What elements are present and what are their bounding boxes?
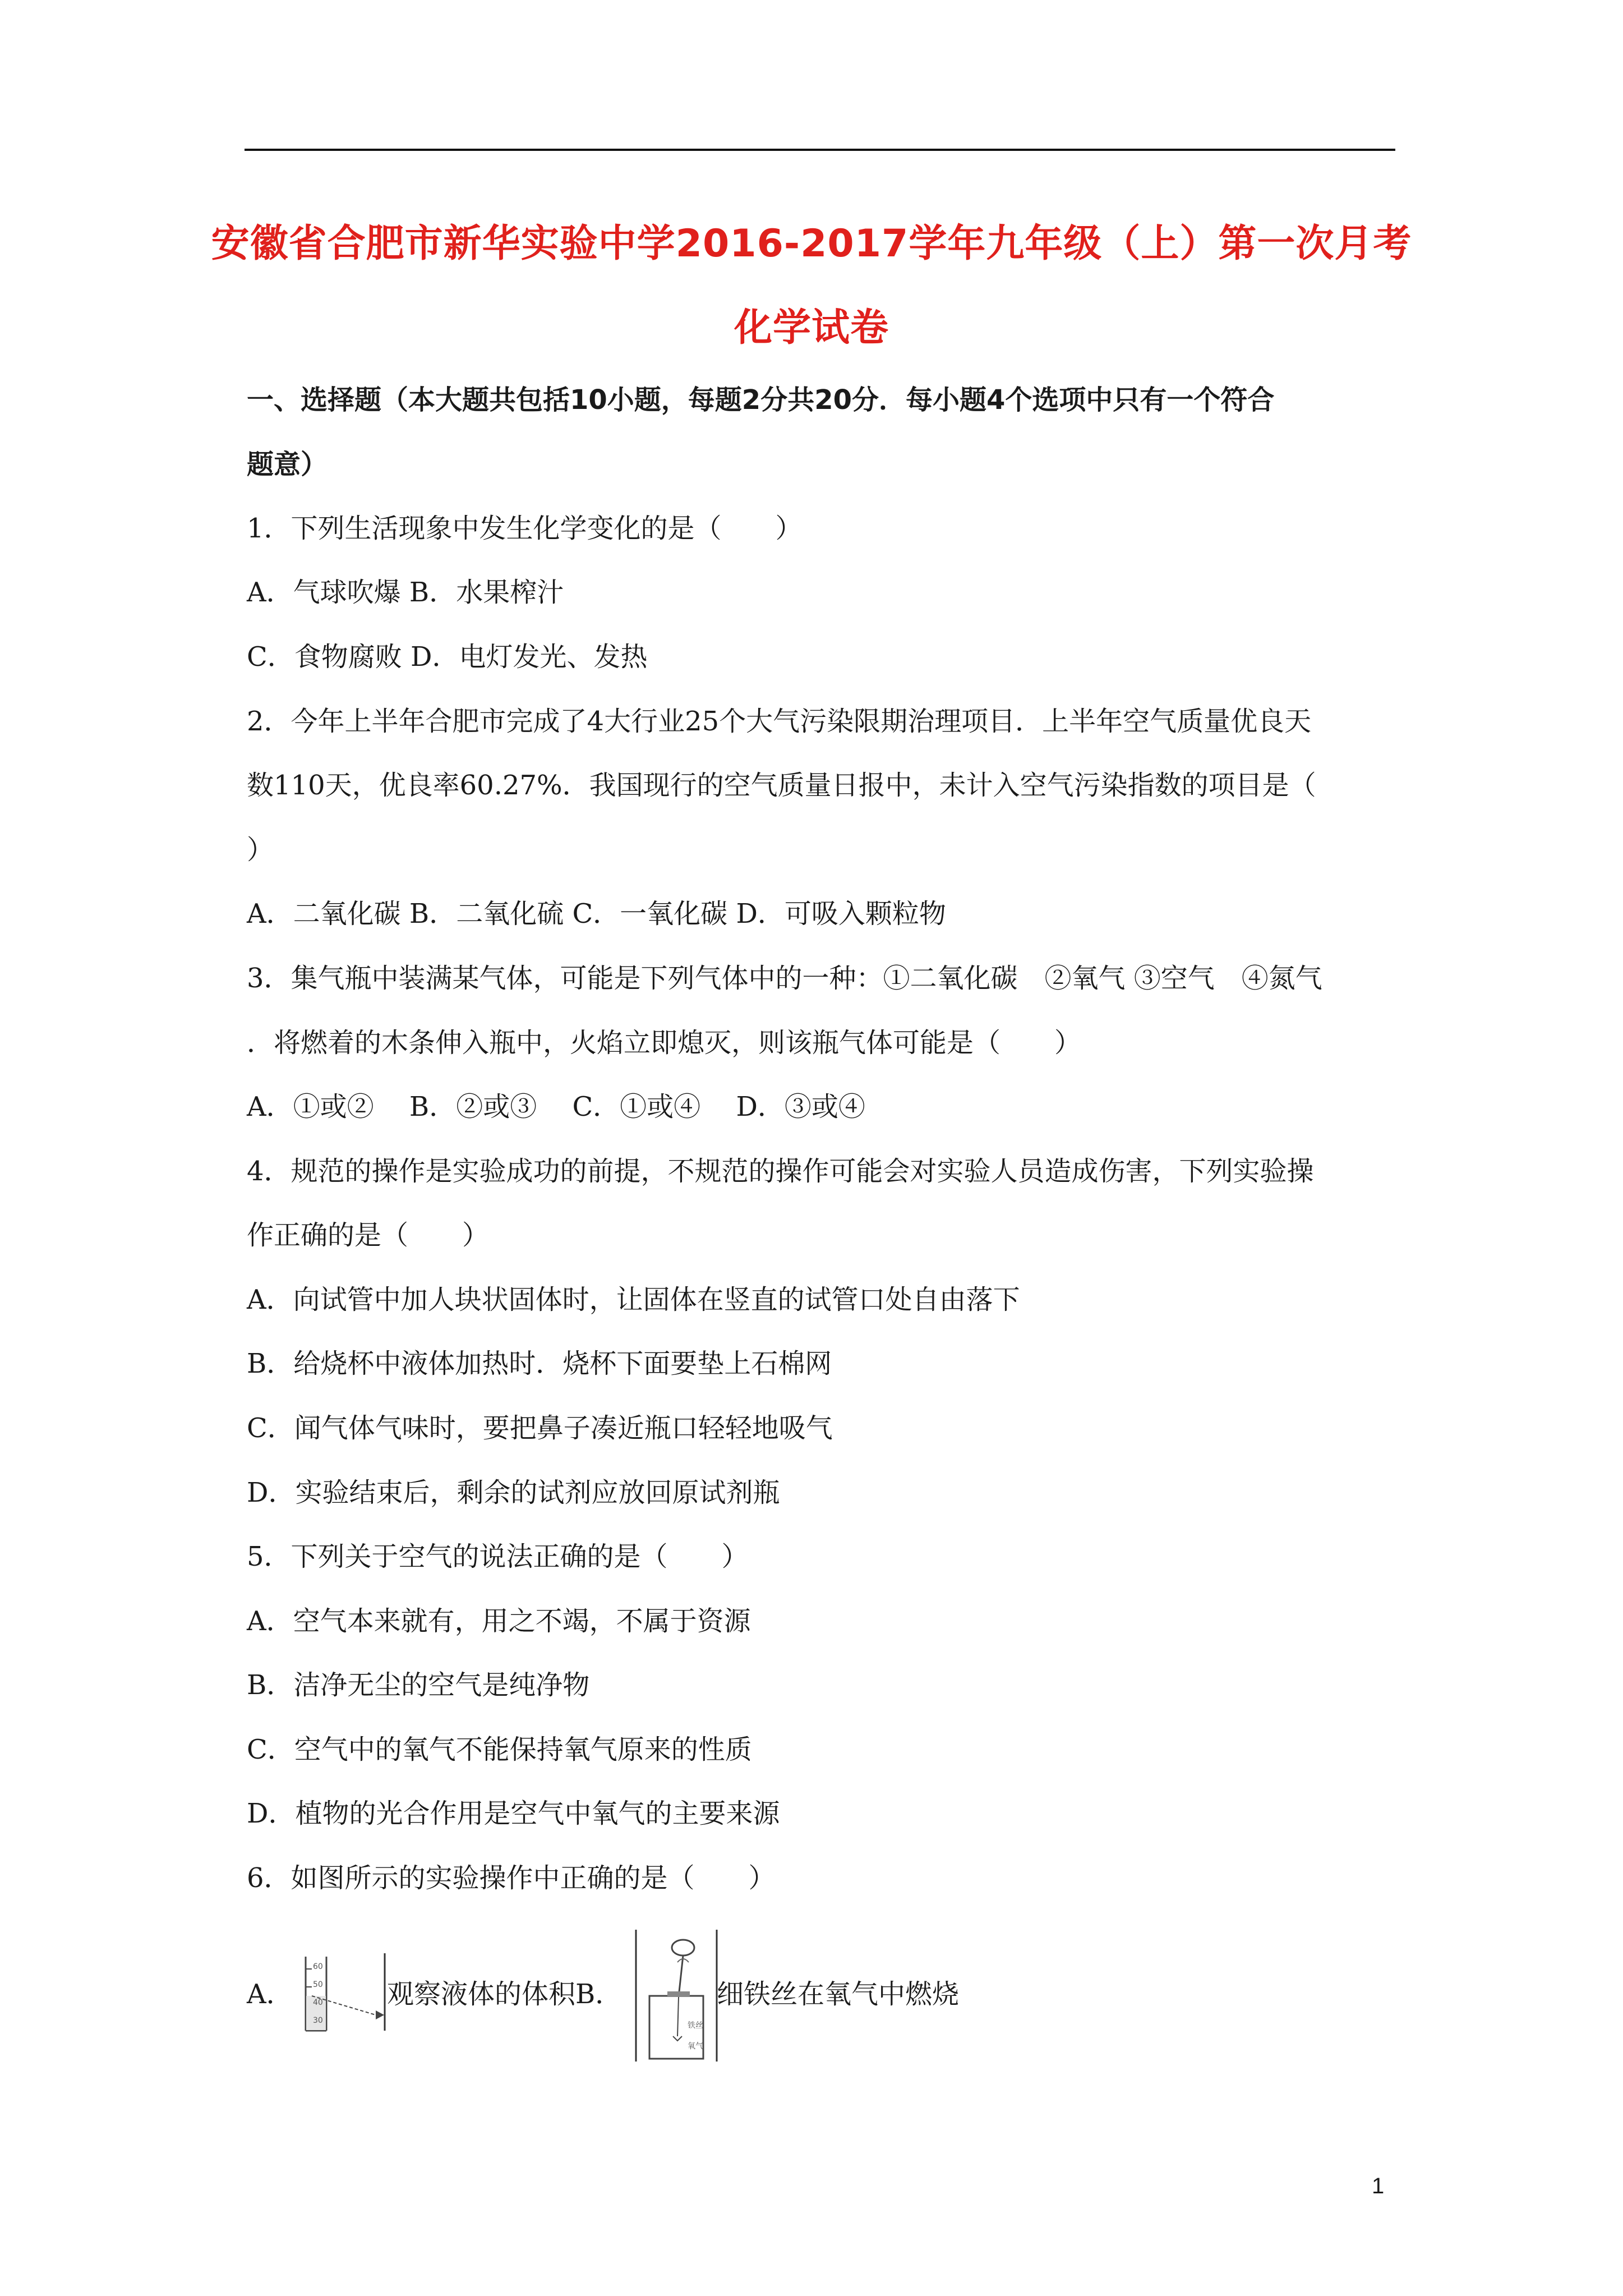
question-3-option: A．①或② B．②或③ C．①或④ D．③或④	[247, 1091, 865, 1122]
question-4-option: D．实验结束后，剩余的试剂应放回原试剂瓶	[247, 1477, 780, 1508]
question-1-stem: 1．下列生活现象中发生化学变化的是（ ）	[247, 513, 803, 544]
cylinder-tick: 50	[313, 1980, 323, 1989]
question-6-option-b-text: 细铁丝在氧气中燃烧	[717, 1978, 960, 2010]
section-heading: 一、选择题（本大题共包括10小题，每题2分共20分．每小题4个选项中只有一个符合	[247, 384, 1275, 416]
question-5-option: C．空气中的氧气不能保持氧气原来的性质	[247, 1734, 752, 1765]
exam-title: 安徽省合肥市新华实验中学2016-2017学年九年级（上）第一次月考	[211, 222, 1412, 266]
exam-subtitle: 化学试卷	[734, 306, 889, 350]
page-number: 1	[1372, 2174, 1385, 2198]
bottle-label: 铁丝	[688, 2021, 703, 2030]
question-3-stem: 3．集气瓶中装满某气体，可能是下列气体中的一种：①二氧化碳 ②氧气 ③空气 ④氮气	[247, 963, 1322, 994]
question-4-option: A．向试管中加人块状固体时，让固体在竖直的试管口处自由落下	[247, 1284, 1020, 1315]
iron-wire-bottle-figure	[634, 1930, 723, 2064]
graduated-cylinder-figure	[292, 1952, 387, 2036]
cylinder-tick: 60	[313, 1962, 323, 1971]
question-5-option: B．洁净无尘的空气是纯净物	[247, 1669, 590, 1701]
question-5-option: A．空气本来就有，用之不竭，不属于资源	[247, 1605, 751, 1637]
question-3-stem: ．将燃着的木条伸入瓶中，火焰立即熄灭，则该瓶气体可能是（ ）	[247, 1027, 1082, 1059]
question-4-stem: 4．规范的操作是实验成功的前提，不规范的操作可能会对实验人员造成伤害，下列实验操	[247, 1156, 1314, 1187]
question-2-stem: 2．今年上半年合肥市完成了4大行业25个大气污染限期治理项目．上半年空气质量优良天	[247, 706, 1312, 737]
question-5-stem: 5．下列关于空气的说法正确的是（ ）	[247, 1541, 749, 1572]
question-6-stem: 6．如图所示的实验操作中正确的是（ ）	[247, 1862, 776, 1894]
question-4-option: B．给烧杯中液体加热时．烧杯下面要垫上石棉网	[247, 1348, 832, 1379]
cylinder-tick: 40	[313, 1998, 323, 2007]
question-1-option: C．食物腐败 D．电灯发光、发热	[247, 641, 648, 673]
bottle-label: 氧气	[688, 2042, 703, 2051]
question-4-option: C．闻气体气味时，要把鼻子凑近瓶口轻轻地吸气	[247, 1412, 833, 1444]
section-heading-cont: 题意）	[247, 449, 328, 480]
question-6-option-a-text: 观察液体的体积B．	[387, 1978, 623, 2010]
question-5-option: D．植物的光合作用是空气中氧气的主要来源	[247, 1798, 780, 1829]
question-2-option: A．二氧化碳 B．二氧化硫 C．一氧化碳 D．可吸入颗粒物	[247, 898, 946, 930]
header-rule	[245, 149, 1395, 151]
question-2-stem: ）	[247, 834, 274, 866]
question-6-option-a-label: A．	[247, 1978, 293, 2010]
cylinder-tick: 30	[313, 2016, 323, 2025]
question-2-stem: 数110天，优良率60.27%．我国现行的空气质量日报中，未计入空气污染指数的项目是（	[247, 770, 1316, 801]
question-4-stem: 作正确的是（ ）	[247, 1220, 490, 1251]
question-1-option: A．气球吹爆 B．水果榨汁	[247, 577, 564, 608]
